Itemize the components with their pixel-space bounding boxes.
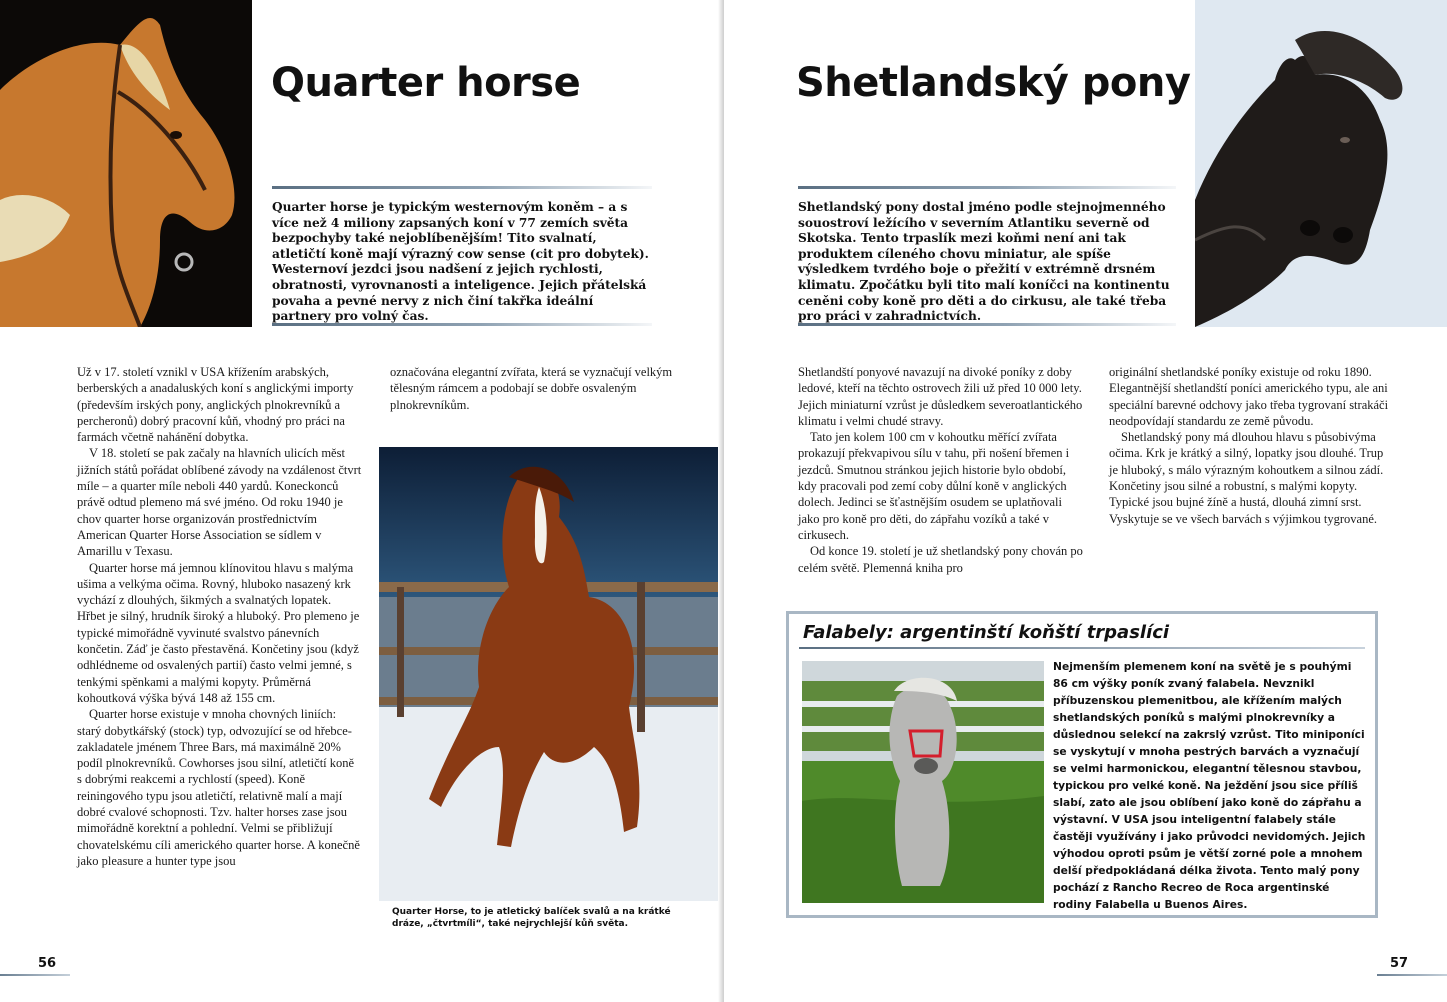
falabela-photo [802, 661, 1044, 903]
intro-top-rule-left [272, 186, 652, 189]
falabela-sidebar [786, 611, 1378, 918]
footer-line-right [1377, 974, 1447, 976]
photo-caption: Quarter Horse, to je atletický balíček svalů a na krátké dráze, „čtvrtmíli“, také nejrychlejší kůň světa. [392, 907, 671, 929]
page-number-left: 56 [38, 956, 57, 971]
paragraph: Tato jen kolem 100 cm v kohoutku měřící zvířata prokazují překvapivou sílu v tahu, při nošení břemen i jezdců. Smutnou stránkou jejich historie bylo období, kdy pracovali pod zemí coby důlní koně v anglických dolech. Jedinci se šťastnějším osudem se uplatňovali jako pro koně pro děti, do zápřahu vozíků a také v cirkusech. [798, 430, 1070, 542]
paragraph: originální shetlandské poníky existuje od roku 1890. Elegantnější shetlandští poníci amerického typu, ale ani speciální barevné odchovy jako třeba tygrovaní strakáči neodpovídají standardu ze země původu. [1109, 365, 1389, 428]
page-title-right: Shetlandský pony [796, 60, 1191, 106]
intro-bottom-rule-right [798, 323, 1176, 326]
body-column-2-left [390, 364, 675, 413]
intro-top-rule-right [798, 186, 1176, 189]
intro-bottom-rule-left [272, 323, 652, 326]
body-column-1-left [77, 364, 362, 869]
page-title-left: Quarter horse [271, 60, 581, 106]
left-page [0, 0, 722, 1002]
intro-text-left: Quarter horse je typickým westernovým koněm – a s více než 4 miliony zapsaných koní v 77 zemích světa bezpochyby také nejoblíbenějším! Tito svalnatí, atletičtí koně mají výrazný cow sense (cit pro dobytek). Westernoví jezdci jsou nadšení z jejich rychlosti, obratnosti, vyrovnanosti a inteligence. Jejich přátelská povaha a pevné nervy z nich činí takřka ideální partnery pro volný čas. [272, 200, 649, 324]
paragraph: Shetlandští ponyové navazují na divoké poníky z doby ledové, kteří na těchto ostrovech žili už před 10 000 lety. Jejich miniaturní vzrůst je důsledkem severoatlantického klimatu i velmi chudé stravy. [798, 365, 1083, 428]
quarter-horse-head-photo [0, 0, 252, 327]
right-page [724, 0, 1447, 1002]
paragraph: V 18. století se pak začaly na hlavních ulicích měst jižních států pořádat oblíbené závody na vzdálenost čtvrt míle – a quarter míle neboli 440 yardů. Koneckonců právě odtud plemeno má své jméno. Od roku 1940 je chov quarter horse organizován prostřednictvím American Quarter Horse Association se sídlem v Amarillu v Texasu. [77, 446, 362, 559]
body-column-2-right [1109, 364, 1389, 527]
page-number-right: 57 [1390, 956, 1409, 971]
sidebar-title: Falabely: argentinští koňští trpaslíci [803, 622, 1170, 643]
paragraph: Shetlandský pony má dlouhou hlavu s působivýma očima. Krk je krátký a silný, lopatky jsou dlouhé. Trup je hluboký, s málo výrazným kohoutkem a silnou zádí. Končetiny jsou silné a robustní, s malými kopyty. Typické jsou bujné žíně a hustá, dlouhá zimní srst. Vyskytuje se ve všech barvách s výjimkou tygrované. [1109, 430, 1384, 526]
body-column-1-right [798, 364, 1083, 576]
footer-line-left [0, 974, 70, 976]
sidebar-text: Nejmenším plemenem koní na světě je s pouhými 86 cm výšky poník zvaný falabela. Nevznikl příbuzenskou plemenitbou, ale křížením malých shetlandských poníků s malými plnokrevníky a důslednou selekcí na zakrslý vzrůst. Tito miniponíci se vyskytují v mnoha pestrých barvách a vyznačují se velmi harmonickou, elegantní tělesnou stavbou, typickou pro velké koně. Na ježdění jsou sice příliš slabí, zato ale jsou oblíbení jako koně do zápřahu a výstavní. V USA jsou inteligentní falabely stále častěji využívány i jako průvodci nevidomých. Jejich výhodou oproti psům je větší zorné pole a mnohem delší předpokládaná délka života. Tento malý pony pochází z Rancho Recreo de Roca argentinské rodiny Falabella u Buenos Aires. [1053, 660, 1366, 911]
sidebar-title-rule [799, 647, 1365, 649]
galloping-horse-photo [379, 447, 722, 901]
shetland-pony-photo [1195, 0, 1447, 327]
paragraph: Už v 17. století vznikl v USA křížením arabských, berberských a anadaluských koní s anglickými importy (především irských pony, anglických plnokrevníků a percheronů) dobrý pracovní kůň, vhodný pro práci na farmách včetně nahánění dobytka. [77, 365, 354, 445]
paragraph: označována elegantní zvířata, která se vyznačují velkým tělesným rámcem a podobají se dobře osvaleným plnokrevníkům. [390, 365, 673, 412]
paragraph: Od konce 19. století je už shetlandský pony chován po celém světě. Plemenná kniha pro [798, 544, 1083, 575]
paragraph: Quarter horse existuje v mnoha chovných liniích: starý dobytkářský (stock) typ, odvozující se od hřebce-zakladatele jménem Three Bars, má maximálně 20% podíl plnokrevníků. Cowhorses jsou silní, atletičtí koně s dobrými reakcemi a rychlostí (speed). Koně reiningového typu jsou atletičtí, relativně malí a mají dobré cvalové schopnosti. Tzv. halter horses zase jsou mimořádně korektní a pohlední. Velmi se přibližují chovatelskému cíli amerického quarter horse. A konečně jako pleasure a hunter type jsou [77, 707, 360, 868]
paragraph: Quarter horse má jemnou klínovitou hlavu s malýma ušima a velkýma očima. Rovný, hluboko nasazený krk vychází z dlouhých, šikmých a svalnatých lopatek. Hřbet je silný, hrudník široký a hluboký. Pro plemeno je typické mimořádně vyvinuté svalstvo pánevních končetin. Záď je často přestavěná. Končetiny jsou (když odhlédneme od osvalených partií) často velmi jemné, s tenkými spěnkami a malými kopyty. Průměrná kohoutková výška bývá 148 až 155 cm. [77, 560, 360, 705]
intro-text-right: Shetlandský pony dostal jméno podle stejnojmenného souostroví ležícího v severním Atlantiku severně od Skotska. Tento trpaslík mezi koňmi není ani tak produktem cíleného chovu miniatur, ale spíše výsledkem tvrdého boje o přežití v extrémně drsném klimatu. Zpočátku byli tito malí koníčci na kontinentu ceněni coby koně pro děti a do cirkusu, ale také třeba pro práci v zahradnictvích. [798, 200, 1170, 324]
